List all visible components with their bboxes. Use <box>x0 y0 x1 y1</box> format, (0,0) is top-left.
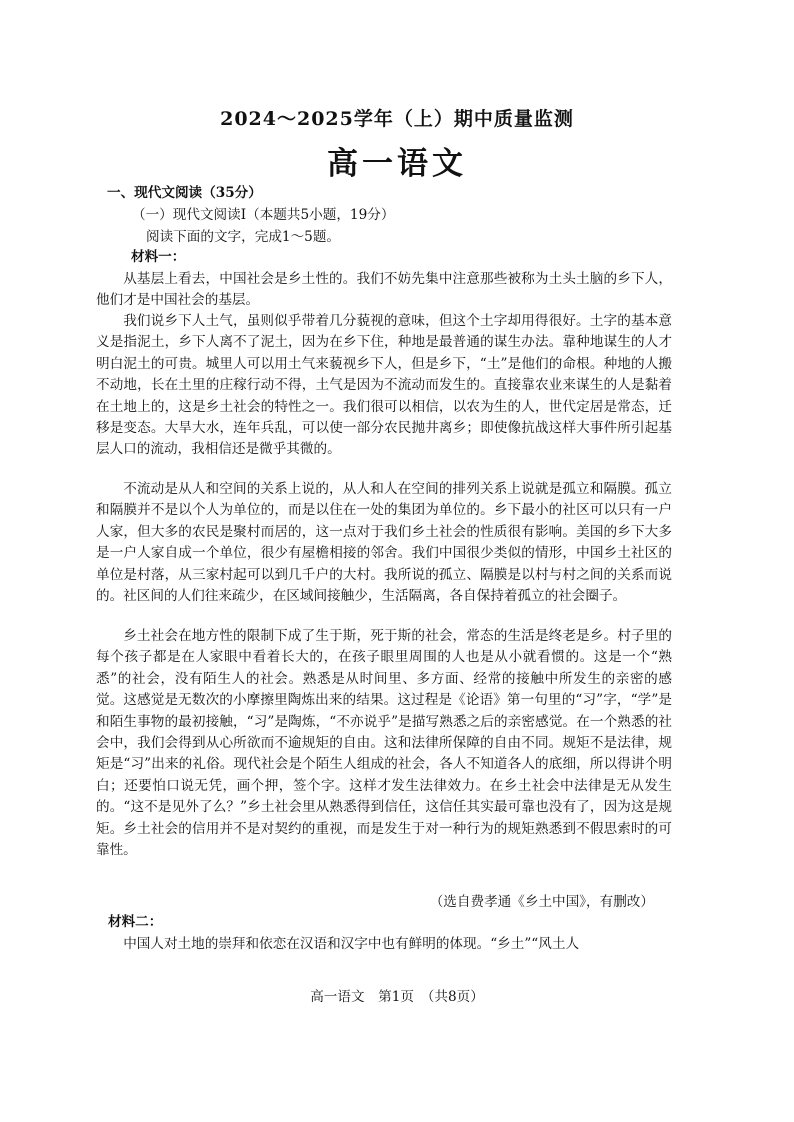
material-2-paragraph: 中国人对土地的崇拜和依恋在汉语和汉字中也有鲜明的体现。“乡土”“风土人 <box>123 936 580 952</box>
material-1-paragraph: 我们说乡下人土气，虽则似乎带着几分藐视的意味，但这个土字却用得很好。土字的基本意义是指泥土，乡下人离不了泥土，因为在乡下住，种地是最普通的谋生办法。靠种地谋生的人才明白泥土的可贵。城里人可以用土气来藐视乡下人，但是乡下，“土”是他们的命根。种地的人搬不动地，长在土里的庄稼行动不得，土气是因为不流动而发生的。直接靠农业来谋生的人是黏着在土地上的，这是乡土社会的特性之一。我们很可以相信，以农为生的人，世代定居是常态，迁移是变态。大旱大水，连年兵乱，可以使一部分农民抛井离乡；即使像抗战这样大事件所引起基层人口的流动，我相信还是微乎其微的。 <box>96 313 672 458</box>
page-footer: 高一语文 第1页 （共8页） <box>310 989 484 1005</box>
sub-heading: （一）现代文阅读Ⅰ（本题共5小题，19分） <box>132 207 395 223</box>
exam-title: 2024～2025学年（上）期中质量监测 <box>220 108 574 130</box>
material-2-label: 材料二： <box>108 914 163 930</box>
reading-instruction: 阅读下面的文字，完成1～5题。 <box>146 229 341 245</box>
material-1-paragraph: 不流动是从人和空间的关系上说的，从人和人在空间的排列关系上说就是孤立和隔膜。孤立和隔膜并不是以个人为单位的，而是以住在一处的集团为单位的。乡下最小的社区可以只有一户人家，但大多的农民是聚村而居的，这一点对于我们乡土社会的性质很有影响。美国的乡下大多是一户人家自成一个单位，很少有屋檐相接的邻舍。我们中国很少类似的情形，中国乡土社区的单位是村落，从三家村起可以到几千户的大村。我所说的孤立、隔膜是以村与村之间的关系而说的。社区间的人们往来疏少，在区域间接触少，生活隔离，各自保持着孤立的社会圈子。 <box>96 481 672 605</box>
subject-title: 高一语文 <box>327 146 467 182</box>
material-1-label: 材料一： <box>131 249 186 265</box>
material-1-paragraph: 乡土社会在地方性的限制下成了生于斯，死于斯的社会，常态的生活是终老是乡。村子里的每个孩子都是在人家眼中看着长大的，在孩子眼里周围的人也是从小就看惯的。这是一个“熟悉”的社会，没有陌生人的社会。熟悉是从时间里、多方面、经常的接触中所发生的亲密的感觉。这感觉是无数次的小摩擦里陶炼出来的结果。这过程是《论语》第一句里的“习”字，“学”是和陌生事物的最初接触，“习”是陶炼，“不亦说乎”是描写熟悉之后的亲密感觉。在一个熟悉的社会中，我们会得到从心所欲而不逾规矩的自由。这和法律所保障的自由不同。规矩不是法律，规矩是“习”出来的礼俗。现代社会是个陌生人组成的社会，各人不知道各人的底细，所以得讲个明白；还要怕口说无凭，画个押，签个字。这样才发生法律效力。在乡土社会中法律是无从发生的。“这不是见外了么？”乡土社会里从熟悉得到信任，这信任其实最可靠也没有了，因为这是规矩。乡土社会的信用并不是对契约的重视，而是发生于对一种行为的规矩熟悉到不假思索时的可靠性。 <box>96 628 672 859</box>
material-1-source: （选自费孝通《乡土中国》，有删改） <box>429 894 654 910</box>
section-heading: 一、现代文阅读（35分） <box>107 185 262 201</box>
material-1-paragraph: 从基层上看去，中国社会是乡土性的。我们不妨先集中注意那些被称为土头土脑的乡下人，他们才是中国社会的基层。 <box>96 271 672 309</box>
